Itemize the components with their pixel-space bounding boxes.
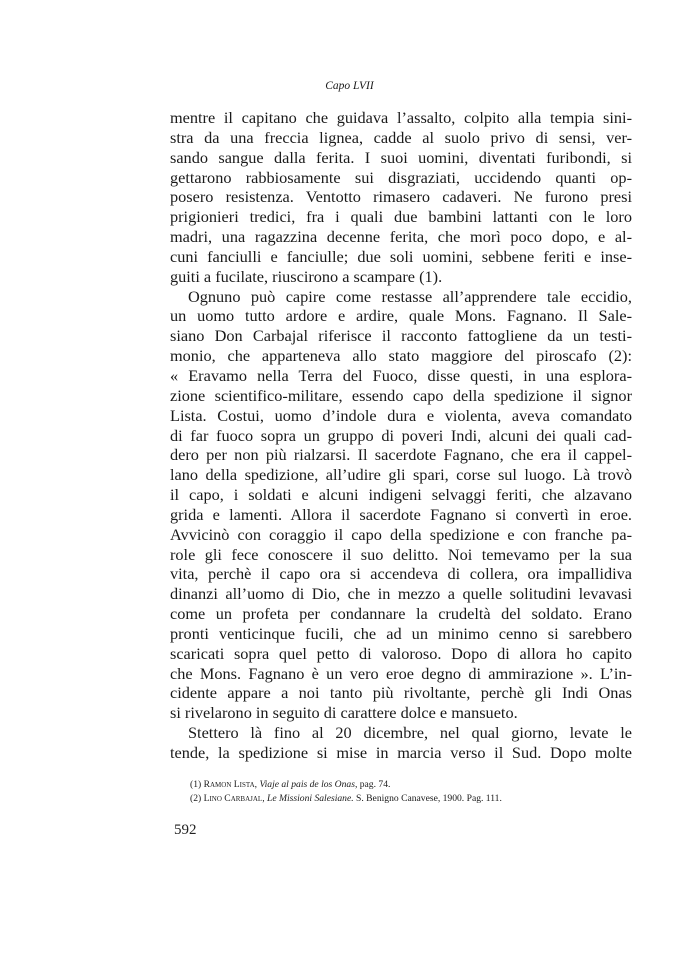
text-line: mentre il capitano che guidava l’assalto, colpito alla tempia sini-: [170, 108, 632, 127]
text-line: prigionieri tredici, fra i quali due bambini lattanti con le loro: [170, 207, 632, 227]
footnote-2: [190, 792, 630, 806]
text-line: tende, la spedizione si mise in marcia verso il Sud. Dopo molte: [170, 743, 632, 762]
text-line: siano Don Carbajal riferisce il racconto fattogliene da un testi-: [170, 326, 632, 346]
page-number: 592: [174, 822, 197, 838]
text-line: come un profeta per condannare la crudeltà del soldato. Erano: [170, 604, 632, 624]
text-line: posero resistenza. Ventotto rimasero cadaveri. Ne furono presi: [170, 187, 632, 207]
footnotes: [190, 778, 630, 806]
text-line: pronti venticinque fucili, che ad un minimo cenno si sarebbero: [170, 623, 632, 643]
text-line: stra da una freccia lignea, cadde al suolo privo di sensi, ver-: [170, 127, 632, 147]
body-text: [170, 108, 632, 763]
footnote-marker: (1): [190, 779, 202, 790]
text-line: dinanzi all’uomo di Dio, che in mezzo a quelle solitudini levavasi: [170, 584, 632, 604]
footnote-rest: , pag. 74.: [354, 779, 391, 790]
text-line: scaricati sopra quel petto di valoroso. Dopo di allora ho capito: [170, 643, 632, 663]
footnote-1: [190, 778, 630, 792]
text-line: Avvicinò con coraggio il capo della spedizione e con franche pa-: [170, 524, 632, 544]
text-line: Lista. Costui, uomo d’indole dura e violenta, aveva comandato: [170, 405, 632, 425]
footnote-author: Ramon Lista,: [203, 779, 258, 790]
text-line: cuni fanciulli e fanciulle; due soli uomini, sebbene feriti e inse-: [170, 246, 632, 266]
text-line: cidente appare a noi tanto più rivoltante, perchè gli Indi Onas: [170, 683, 632, 703]
text-line: di far fuoco sopra un gruppo di poveri Indi, alcuni dei quali cad-: [170, 425, 632, 445]
footnote-title: Viaje al pais de los Onas: [259, 779, 355, 790]
text-line: lano della spedizione, all’udire gli spari, corse sul luogo. Là trovò: [170, 465, 632, 485]
text-line: si rivelarono in seguito di carattere dolce e mansueto.: [170, 703, 518, 723]
text-line: role gli fece conoscere il suo delitto. Noi temevamo per la sua: [170, 544, 632, 564]
text-line: zione scientifico-militare, essendo capo della spedizione il signor: [170, 385, 632, 405]
text-line-paragraph-start: Ognuno può capire come restasse all’apprendere tale eccidio,: [188, 286, 632, 306]
text-line-paragraph-start: Stettero là fino al 20 dicembre, nel qual giorno, levate le: [188, 723, 632, 743]
text-line: dero per non più rialzarsi. Il sacerdote Fagnano, che era il cappel-: [170, 445, 632, 465]
text-line: monio, che apparteneva allo stato maggiore del piroscafo (2):: [170, 346, 632, 366]
text-line: il capo, i soldati e alcuni indigeni selvaggi feriti, che alzavano: [170, 485, 632, 505]
running-head: Capo LVII: [325, 80, 374, 92]
text-line: vita, perchè il capo ora si accendeva di collera, ora impallidiva: [170, 564, 632, 584]
text-line: « Eravamo nella Terra del Fuoco, disse questi, in una esplora-: [170, 365, 632, 385]
text-line: un uomo tutto ardore e ardire, quale Mons. Fagnano. Il Sale-: [170, 306, 632, 326]
footnote-rest: S. Benigno Canavese, 1900. Pag. 111.: [353, 793, 502, 804]
text-line: guiti a fucilate, riuscirono a scampare (1).: [170, 266, 443, 286]
footnote-title: Le Missioni Salesiane.: [267, 793, 354, 804]
text-line: sando sangue dalla ferita. I suoi uomini, diventati furibondi, si: [170, 147, 632, 167]
footnote-author: Lino Carbajal,: [203, 793, 265, 804]
text-line: gettarono rabbiosamente sui disgraziati, uccidendo quanti op-: [170, 167, 632, 187]
footnote-marker: (2): [190, 793, 202, 804]
text-line: grida e lamenti. Allora il sacerdote Fagnano si convertì in eroe.: [170, 504, 632, 524]
text-line: madri, una ragazzina decenne ferita, che morì poco dopo, e al-: [170, 227, 632, 247]
text-line: che Mons. Fagnano è un vero eroe degno di ammirazione ». L’in-: [170, 663, 632, 683]
